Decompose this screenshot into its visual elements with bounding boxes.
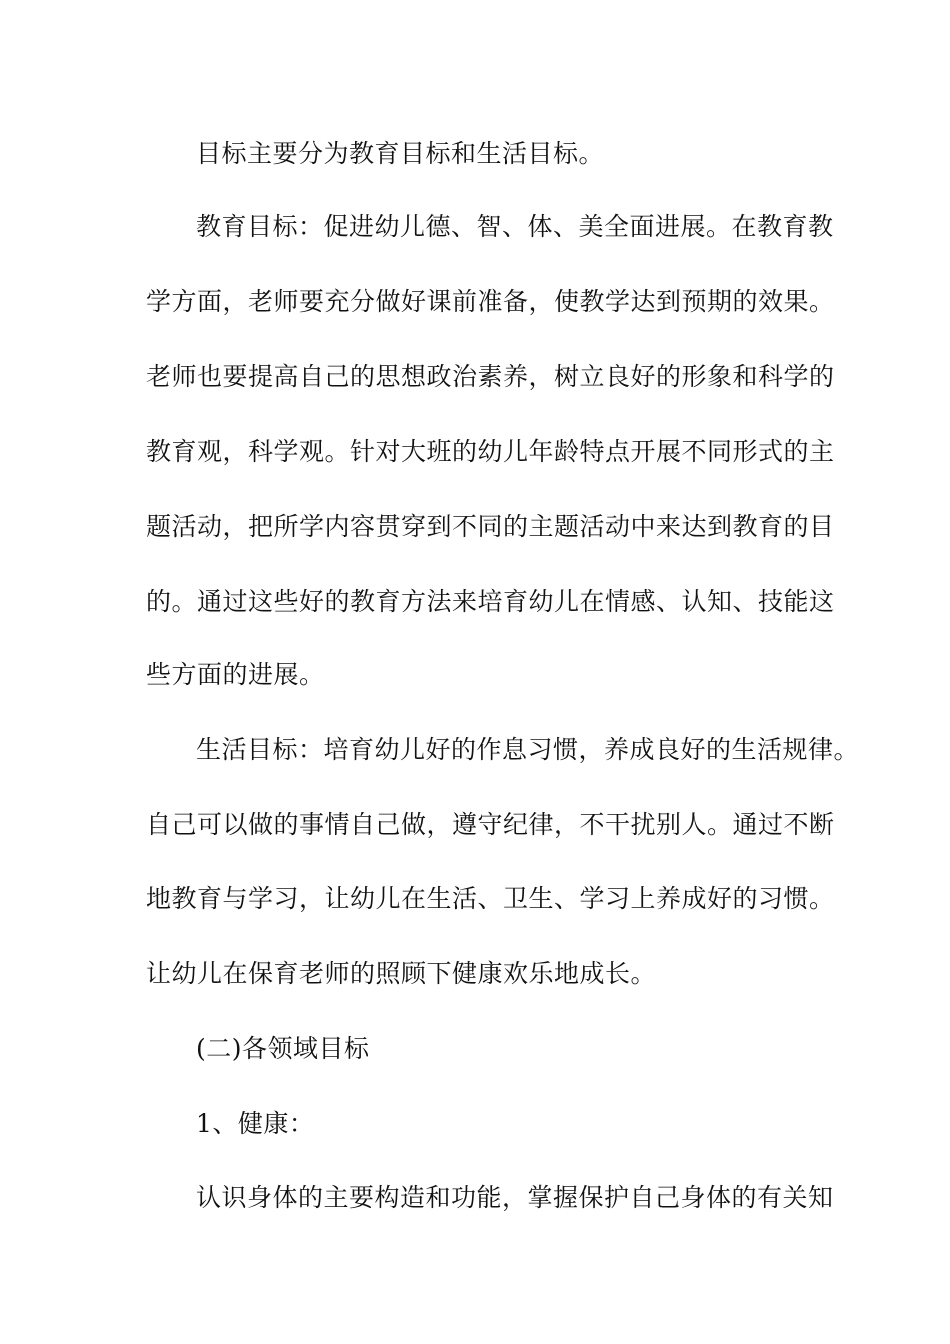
section-heading: (二)各领域目标 (196, 1034, 370, 1063)
subsection-heading: 1、健康： (196, 1109, 315, 1138)
paragraph-line: 教育观，科学观。针对大班的幼儿年龄特点开展不同形式的主 (146, 437, 835, 466)
paragraph-line: 教育目标：促进幼儿德、智、体、美全面进展。在教育教 (196, 212, 834, 241)
paragraph-line: 认识身体的主要构造和功能，掌握保护自己身体的有关知 (196, 1183, 834, 1212)
paragraph-line: 生活目标：培育幼儿好的作息习惯，养成良好的生活规律。 (196, 735, 860, 764)
paragraph-line: 让幼儿在保育老师的照顾下健康欢乐地成长。 (146, 959, 657, 988)
paragraph-line: 地教育与学习，让幼儿在生活、卫生、学习上养成好的习惯。 (146, 884, 835, 913)
paragraph-line: 学方面，老师要充分做好课前准备，使教学达到预期的效果。 (146, 287, 835, 316)
paragraph-line: 题活动，把所学内容贯穿到不同的主题活动中来达到教育的目 (146, 512, 835, 541)
paragraph-line: 老师也要提高自己的思想政治素养，树立良好的形象和科学的 (146, 362, 835, 391)
paragraph-line: 些方面的进展。 (146, 660, 325, 689)
paragraph-line: 自己可以做的事情自己做，遵守纪律，不干扰别人。通过不断 (146, 810, 835, 839)
paragraph-line: 的。通过这些好的教育方法来培育幼儿在情感、认知、技能这 (146, 587, 835, 616)
paragraph-line: 目标主要分为教育目标和生活目标。 (196, 139, 605, 168)
